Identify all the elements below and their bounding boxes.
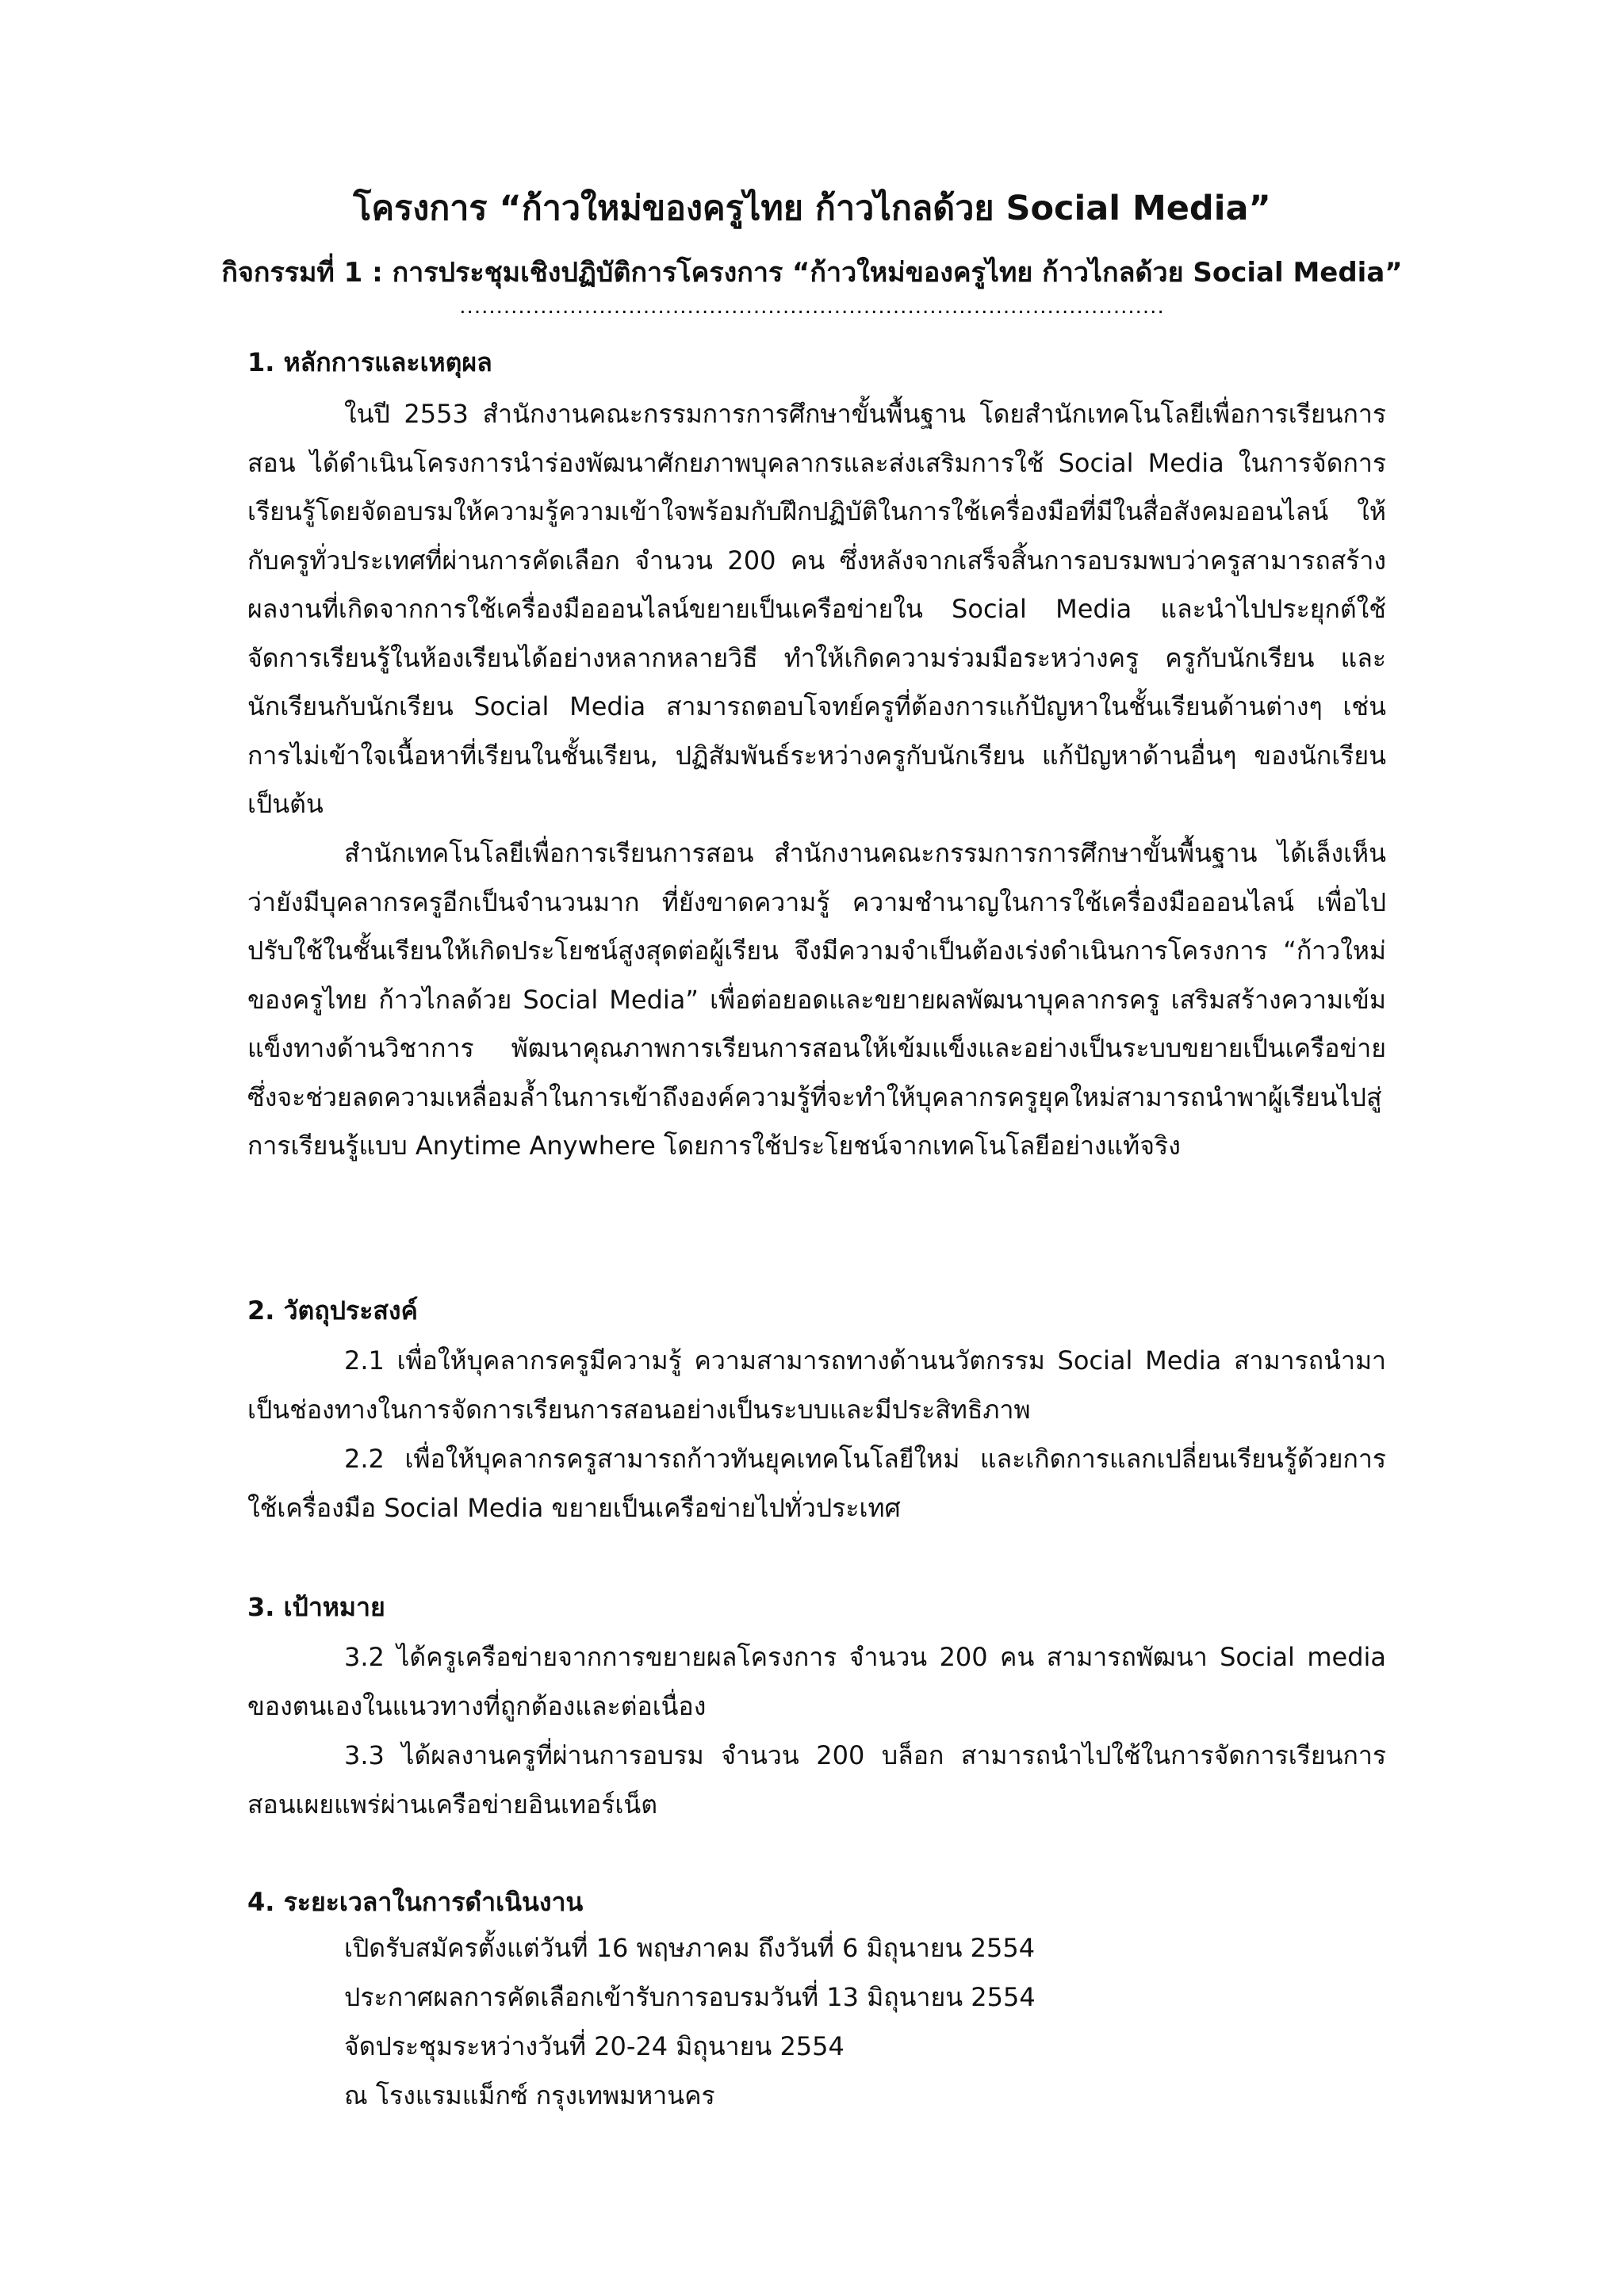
section-heading-rationale: 1. หลักการและเหตุผล bbox=[247, 347, 492, 377]
paragraph-rationale-2: สำนักเทคโนโลยีเพื่อการเรียนการสอน สำนักงานคณะกรรมการการศึกษาขั้นพื้นฐาน ได้เล็งเห็นว่ายังมีบุคลากรครูอีกเป็นจำนวนมาก ที่ยังขาดความรู้ ความชำนาญในการใช้เครื่องมือออนไลน์ เพื่อไปปรับใช้ในชั้นเรียนให้เกิดประโยชน์สูงสุดต่อผู้เรียน จึงมีความจำเป็นต้องเร่งดำเนินการโครงการ “ก้าวใหม่ของครูไทย ก้าวไกลด้วย Social Media” เพื่อต่อยอดและขยายผลพัฒนาบุคลากรครู เสริมสร้างความเข้มแข็งทางด้านวิชาการ พัฒนาคุณภาพการเรียนการสอนให้เข้มแข็งและอย่างเป็นระบบขยายเป็นเครือข่าย ซึ่งจะช่วยลดความเหลื่อมล้ำในการเข้าถึงองค์ความรู้ที่จะทำให้บุคลากรครูยุคใหม่สามารถนำพาผู้เรียนไปสู่การเรียนรู้แบบ Anytime Anywhere โดยการใช้ประโยชน์จากเทคโนโลยีอย่างแท้จริง bbox=[247, 838, 1386, 1161]
target-item-3-2: 3.2 ได้ครูเครือข่ายจากการขยายผลโครงการ จำนวน 200 คน สามารถพัฒนา Social media ของตนเองในแนวทางที่ถูกต้องและต่อเนื่อง bbox=[247, 1642, 1386, 1721]
section-heading-schedule: 4. ระยะเวลาในการดำเนินงาน bbox=[247, 1887, 584, 1917]
schedule-item-venue: ณ โรงแรมแม็กซ์ กรุงเทพมหานคร bbox=[344, 2080, 715, 2110]
schedule-item-registration: เปิดรับสมัครตั้งแต่วันที่ 16 พฤษภาคม ถึงวันที่ 6 มิถุนายน 2554 bbox=[344, 1933, 1036, 1963]
objective-item-2-2: 2.2 เพื่อให้บุคลากรครูสามารถก้าวทันยุคเทคโนโลยีใหม่ และเกิดการแลกเปลี่ยนเรียนรู้ด้วยการใช้เครื่องมือ Social Media ขยายเป็นเครือข่ายไปทั่วประเทศ bbox=[247, 1444, 1386, 1523]
section-heading-targets: 3. เป้าหมาย bbox=[247, 1592, 385, 1622]
section-heading-objectives: 2. วัตถุประสงค์ bbox=[247, 1295, 418, 1326]
schedule-item-meeting-dates: จัดประชุมระหว่างวันที่ 20-24 มิถุนายน 2554 bbox=[344, 2031, 845, 2061]
document-title: โครงการ “ก้าวใหม่ของครูไทย ก้าวไกลด้วย Social Media” bbox=[353, 189, 1271, 228]
objective-item-2-1: 2.1 เพื่อให้บุคลากรครูมีความรู้ ความสามารถทางด้านนวัตกรรม Social Media สามารถนำมาเป็นช่องทางในการจัดการเรียนการสอนอย่างเป็นระบบและมีประสิทธิภาพ bbox=[247, 1345, 1386, 1425]
dotted-separator: ................................................................................................ bbox=[459, 295, 1165, 319]
paragraph-rationale-1: ในปี 2553 สำนักงานคณะกรรมการการศึกษาขั้นพื้นฐาน โดยสำนักเทคโนโลยีเพื่อการเรียนการสอน ได้ดำเนินโครงการนำร่องพัฒนาศักยภาพบุคลากรและส่งเสริมการใช้ Social Media ในการจัดการเรียนรู้โดยจัดอบรมให้ความรู้ความเข้าใจพร้อมกับฝึกปฏิบัติในการใช้เครื่องมือที่มีในสื่อสังคมออนไลน์ ให้กับครูทั่วประเทศที่ผ่านการคัดเลือก จำนวน 200 คน ซึ่งหลังจากเสร็จสิ้นการอบรมพบว่าครูสามารถสร้างผลงานที่เกิดจากการใช้เครื่องมือออนไลน์ขยายเป็นเครือข่ายใน Social Media และนำไปประยุกต์ใช้จัดการเรียนรู้ในห้องเรียนได้อย่างหลากหลายวิธี ทำให้เกิดความร่วมมือระหว่างครู ครูกับนักเรียน และนักเรียนกับนักเรียน Social Media สามารถตอบโจทย์ครูที่ต้องการแก้ปัญหาในชั้นเรียนด้านต่างๆ เช่น การไม่เข้าใจเนื้อหาที่เรียนในชั้นเรียน, ปฏิสัมพันธ์ระหว่างครูกับนักเรียน แก้ปัญหาด้านอื่นๆ ของนักเรียน เป็นต้น bbox=[247, 399, 1386, 819]
document-subtitle: กิจกรรมที่ 1 : การประชุมเชิงปฏิบัติการโครงการ “ก้าวใหม่ของครูไทย ก้าวไกลด้วย Social Media” bbox=[221, 257, 1403, 289]
schedule-item-announcement: ประกาศผลการคัดเลือกเข้ารับการอบรมวันที่ 13 มิถุนายน 2554 bbox=[344, 1982, 1036, 2012]
target-item-3-3: 3.3 ได้ผลงานครูที่ผ่านการอบรม จำนวน 200 บล็อก สามารถนำไปใช้ในการจัดการเรียนการสอนเผยแพร่ผ่านเครือข่ายอินเทอร์เน็ต bbox=[247, 1740, 1386, 1820]
